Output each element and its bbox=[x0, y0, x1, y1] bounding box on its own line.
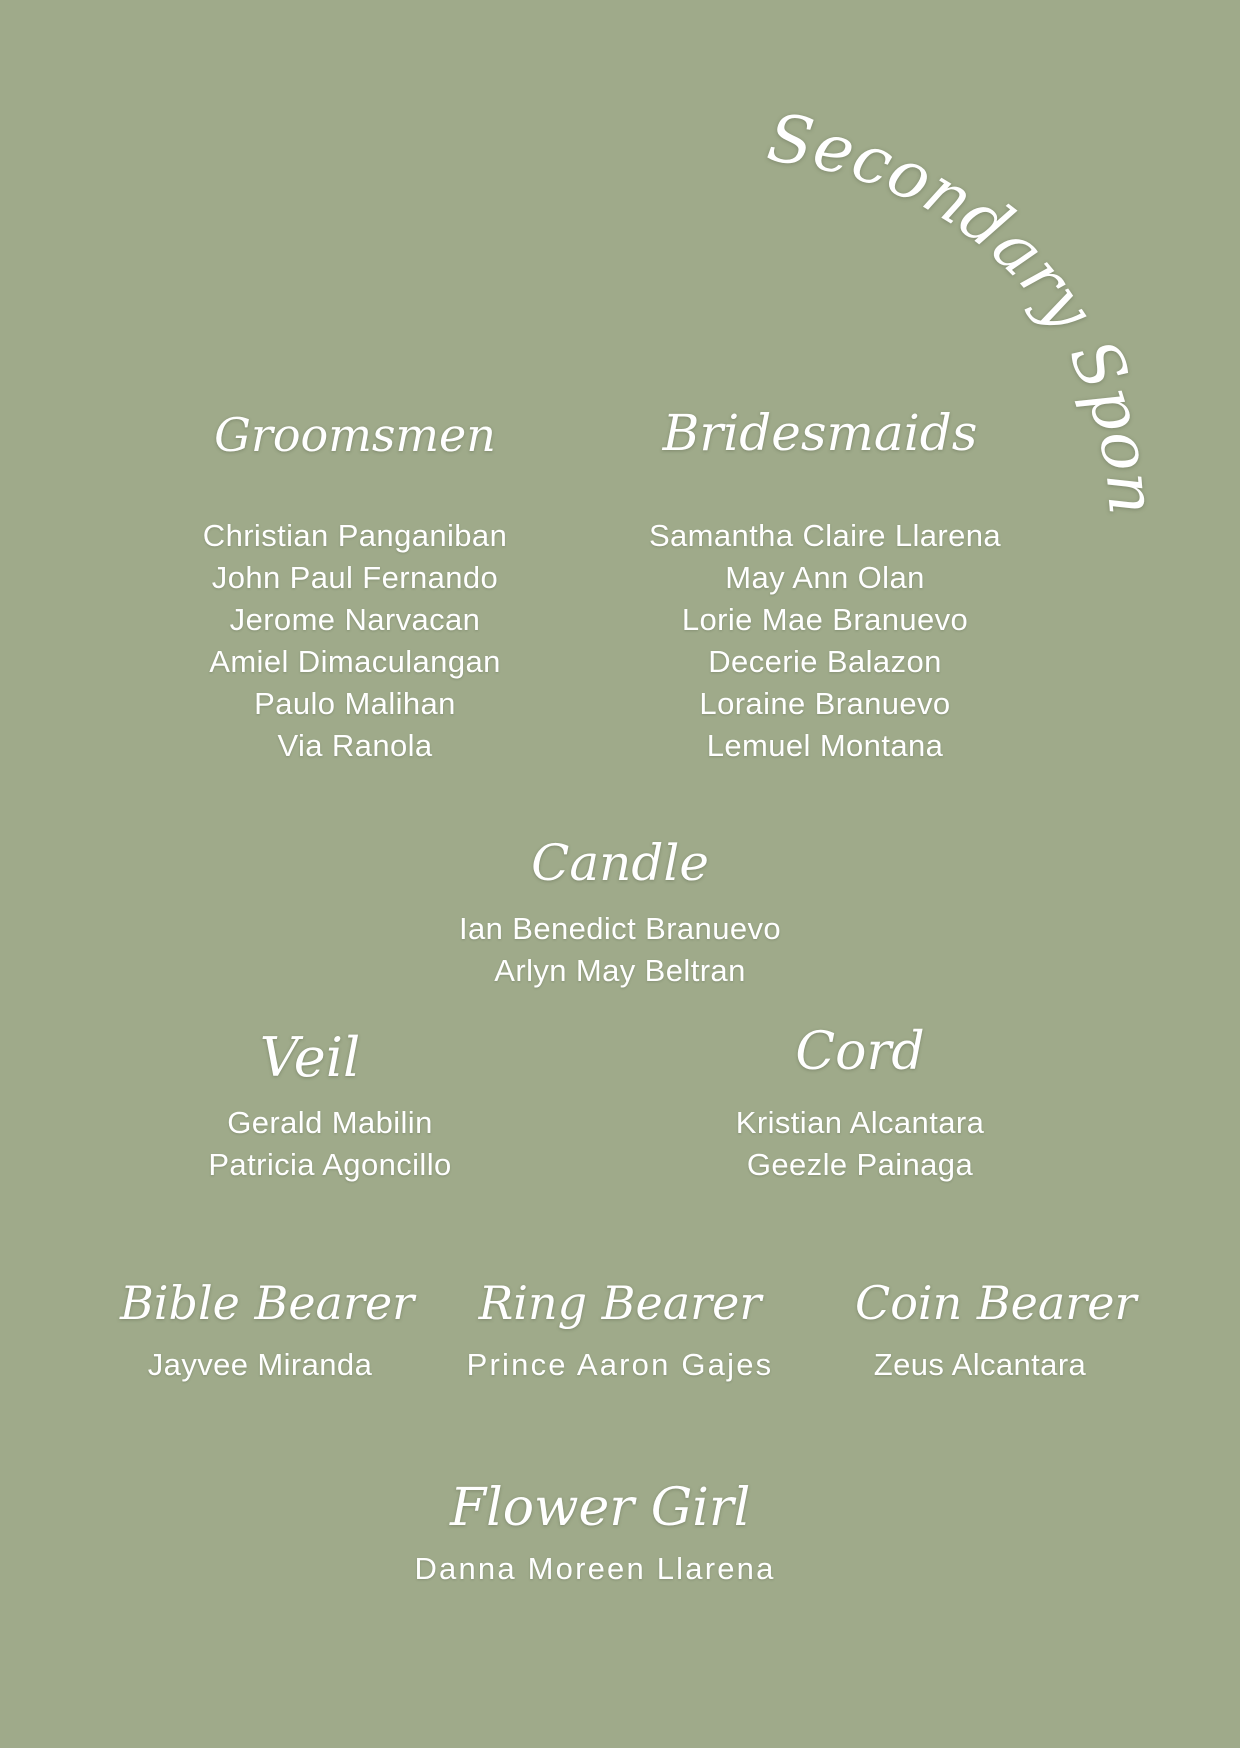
cord-list bbox=[700, 1102, 1020, 1186]
flower-girl-heading: Flower Girl bbox=[450, 1478, 751, 1538]
veil-heading: Veil bbox=[259, 1026, 361, 1089]
list-item: Lemuel Montana bbox=[706, 728, 944, 763]
groomsmen-heading: Groomsmen bbox=[214, 408, 496, 462]
coin-bearer-heading: Coin Bearer bbox=[855, 1276, 1137, 1330]
candle-list bbox=[420, 908, 820, 992]
candle-heading: Candle bbox=[531, 834, 709, 892]
veil-list bbox=[160, 1102, 500, 1186]
list-item: Ian Benedict Branuevo bbox=[458, 911, 782, 946]
page-title bbox=[700, 39, 1172, 560]
list-item: May Ann Olan bbox=[725, 560, 925, 595]
list-item: Loraine Branuevo bbox=[699, 686, 951, 721]
list-item: Geezle Painaga bbox=[746, 1147, 974, 1182]
ring-bearer-heading: Ring Bearer bbox=[478, 1276, 762, 1330]
list-item: Amiel Dimaculangan bbox=[209, 644, 501, 679]
list-item: Jerome Narvacan bbox=[229, 602, 481, 637]
cord-heading: Cord bbox=[795, 1022, 925, 1082]
coin-bearer-name: Zeus Alcantara bbox=[873, 1347, 1087, 1382]
bible-bearer-name: Jayvee Miranda bbox=[147, 1347, 373, 1382]
list-item: Patricia Agoncillo bbox=[208, 1147, 452, 1182]
list-item: Lorie Mae Branuevo bbox=[681, 602, 969, 637]
list-item: Paulo Malihan bbox=[254, 686, 456, 721]
list-item: Via Ranola bbox=[277, 728, 433, 763]
bible-bearer-heading: Bible Bearer bbox=[120, 1276, 415, 1330]
bridesmaids-list bbox=[600, 515, 1050, 767]
list-item: Christian Panganiban bbox=[202, 518, 508, 553]
list-item: Kristian Alcantara bbox=[735, 1105, 985, 1140]
flower-girl-name: Danna Moreen Llarena bbox=[414, 1551, 776, 1586]
list-item: Arlyn May Beltran bbox=[494, 953, 746, 988]
list-item: Decerie Balazon bbox=[708, 644, 942, 679]
bridesmaids-heading: Bridesmaids bbox=[662, 404, 978, 462]
groomsmen-list bbox=[150, 515, 560, 767]
list-item: Samantha Claire Llarena bbox=[648, 518, 1002, 553]
page-title-text: Secondary Sponsors bbox=[700, 39, 1172, 518]
list-item: John Paul Fernando bbox=[211, 560, 499, 595]
list-item: Gerald Mabilin bbox=[227, 1105, 433, 1140]
ring-bearer-name: Prince Aaron Gajes bbox=[466, 1347, 774, 1382]
